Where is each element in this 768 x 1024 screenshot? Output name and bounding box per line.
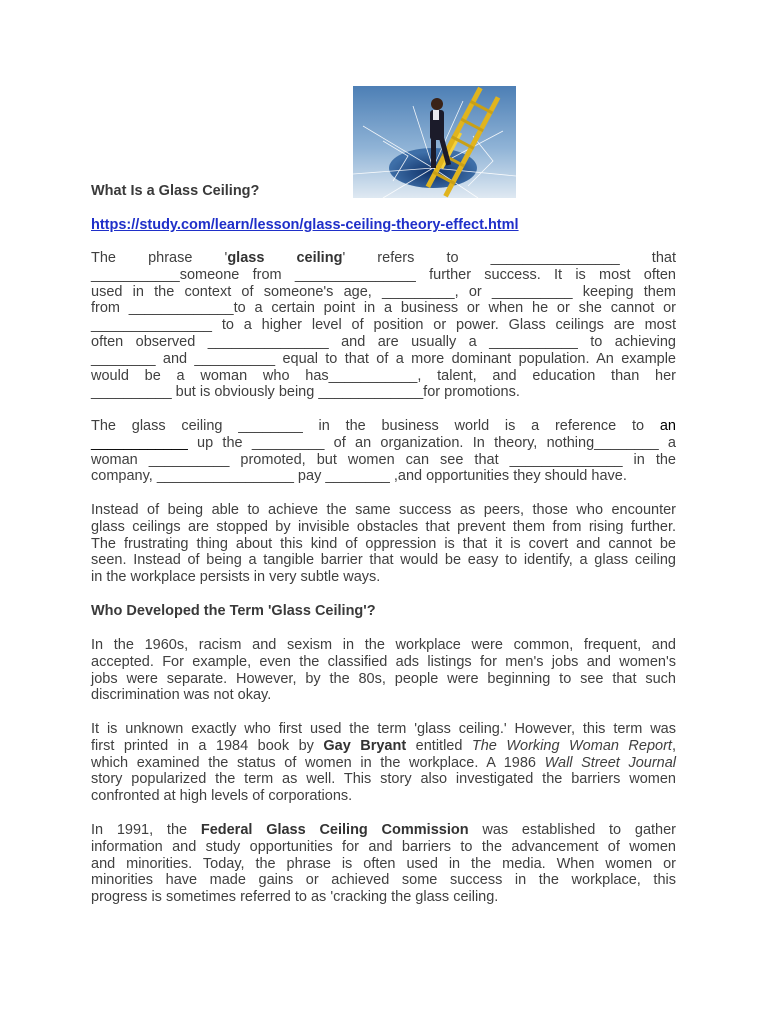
paragraph-invisible-obstacles <box>91 502 676 586</box>
text-line: It is unknown exactly who first used the term 'glass ceiling.' However, this term was <box>91 721 676 737</box>
text-line: in the workplace persists in very subtle ways. <box>91 569 381 586</box>
text-line <box>91 738 676 755</box>
paragraph-1960s <box>91 637 676 704</box>
text-run: entitled <box>406 737 472 754</box>
text-line: jobs were separate. However, by the 80s, people were beginning to see that such <box>91 670 676 687</box>
text-line: ____________ up the _________ of an organization. In theory, nothing________ a <box>91 434 676 451</box>
text-run: was established to gather <box>468 822 676 838</box>
text-line: Instead of being able to achieve the same success as peers, those who encounter <box>91 502 676 518</box>
commission-name: Federal Glass Ceiling Commission <box>200 822 469 838</box>
book-title: The Working Woman Report <box>471 737 672 754</box>
text-line: progress is sometimes referred to as 'cracking the glass ceiling. <box>91 889 499 906</box>
text-line: woman __________ promoted, but women can see that ______________ in the <box>91 451 676 468</box>
text-line: The glass ceiling ________ in the business world is a reference to an <box>91 418 676 434</box>
paragraph-business-world <box>91 418 676 485</box>
section-heading: Who Developed the Term 'Glass Ceiling'? <box>91 603 376 619</box>
text-line: The phrase 'glass ceiling' refers to ________________ that <box>91 250 676 266</box>
text-run: which examined the status of women in the workplace. A 1986 <box>91 754 545 771</box>
text-line: from _____________to a certain point in a business or when he or she cannot or <box>91 300 676 317</box>
text-line: In the 1960s, racism and sexism in the workplace were common, frequent, and <box>91 637 676 653</box>
text-run: In 1991, the <box>91 822 201 838</box>
paragraph-origin <box>91 721 676 805</box>
text-run: , <box>671 737 676 754</box>
paragraph-1991 <box>91 822 676 906</box>
text-line: minorities have made gains or achieved some success in the workplace, this <box>91 872 676 889</box>
text-line: discrimination was not okay. <box>91 687 272 704</box>
text-line: information and study opportunities for and barriers to the advancement of women <box>91 838 676 855</box>
text-line: confronted at high levels of corporations. <box>91 788 353 805</box>
text-line: ________ and __________ equal to that of a more dominant population. An example <box>91 350 676 367</box>
text-line: seen. Instead of being a tangible barrier that would be easy to identify, a glass ceiling <box>91 552 676 569</box>
text-line: often observed _______________ and are usually a ___________ to achieving <box>91 333 676 350</box>
text-line: __________ but is obviously being _____________for promotions. <box>91 384 520 401</box>
publication-title: Wall Street Journal <box>544 754 677 771</box>
page-title: What Is a Glass Ceiling? <box>91 183 260 199</box>
text-line <box>91 755 676 772</box>
glass-ceiling-illustration <box>353 86 516 198</box>
author-name: Gay Bryant <box>323 737 407 754</box>
text-line: and minorities. Today, the phrase is often used in the media. When women or <box>91 855 676 872</box>
text-line: would be a woman who has___________, talent, and education than her <box>91 367 676 384</box>
text-line: company, _________________ pay ________ ,and opportunities they should have. <box>91 468 627 485</box>
text-line: _______________ to a higher level of position or power. Glass ceilings are most <box>91 317 676 334</box>
source-link[interactable]: https://study.com/learn/lesson/glass-ceiling-theory-effect.html <box>91 217 519 233</box>
text-run: first printed in a 1984 book by <box>91 737 324 754</box>
paragraph-definition <box>91 250 676 401</box>
text-line: ___________someone from _______________ further success. It is most often <box>91 266 676 283</box>
text-line <box>91 822 676 839</box>
text-line: story popularized the term as well. This story also investigated the barriers women <box>91 771 676 788</box>
text-line: The frustrating thing about this kind of oppression is that it is covert and cannot be <box>91 535 676 552</box>
text-line: used in the context of someone's age, _________, or __________ keeping them <box>91 283 676 300</box>
text-line: glass ceilings are stopped by invisible obstacles that prevent them from rising further. <box>91 518 676 535</box>
text-line: accepted. For example, even the classified ads listings for men's jobs and women's <box>91 653 676 670</box>
